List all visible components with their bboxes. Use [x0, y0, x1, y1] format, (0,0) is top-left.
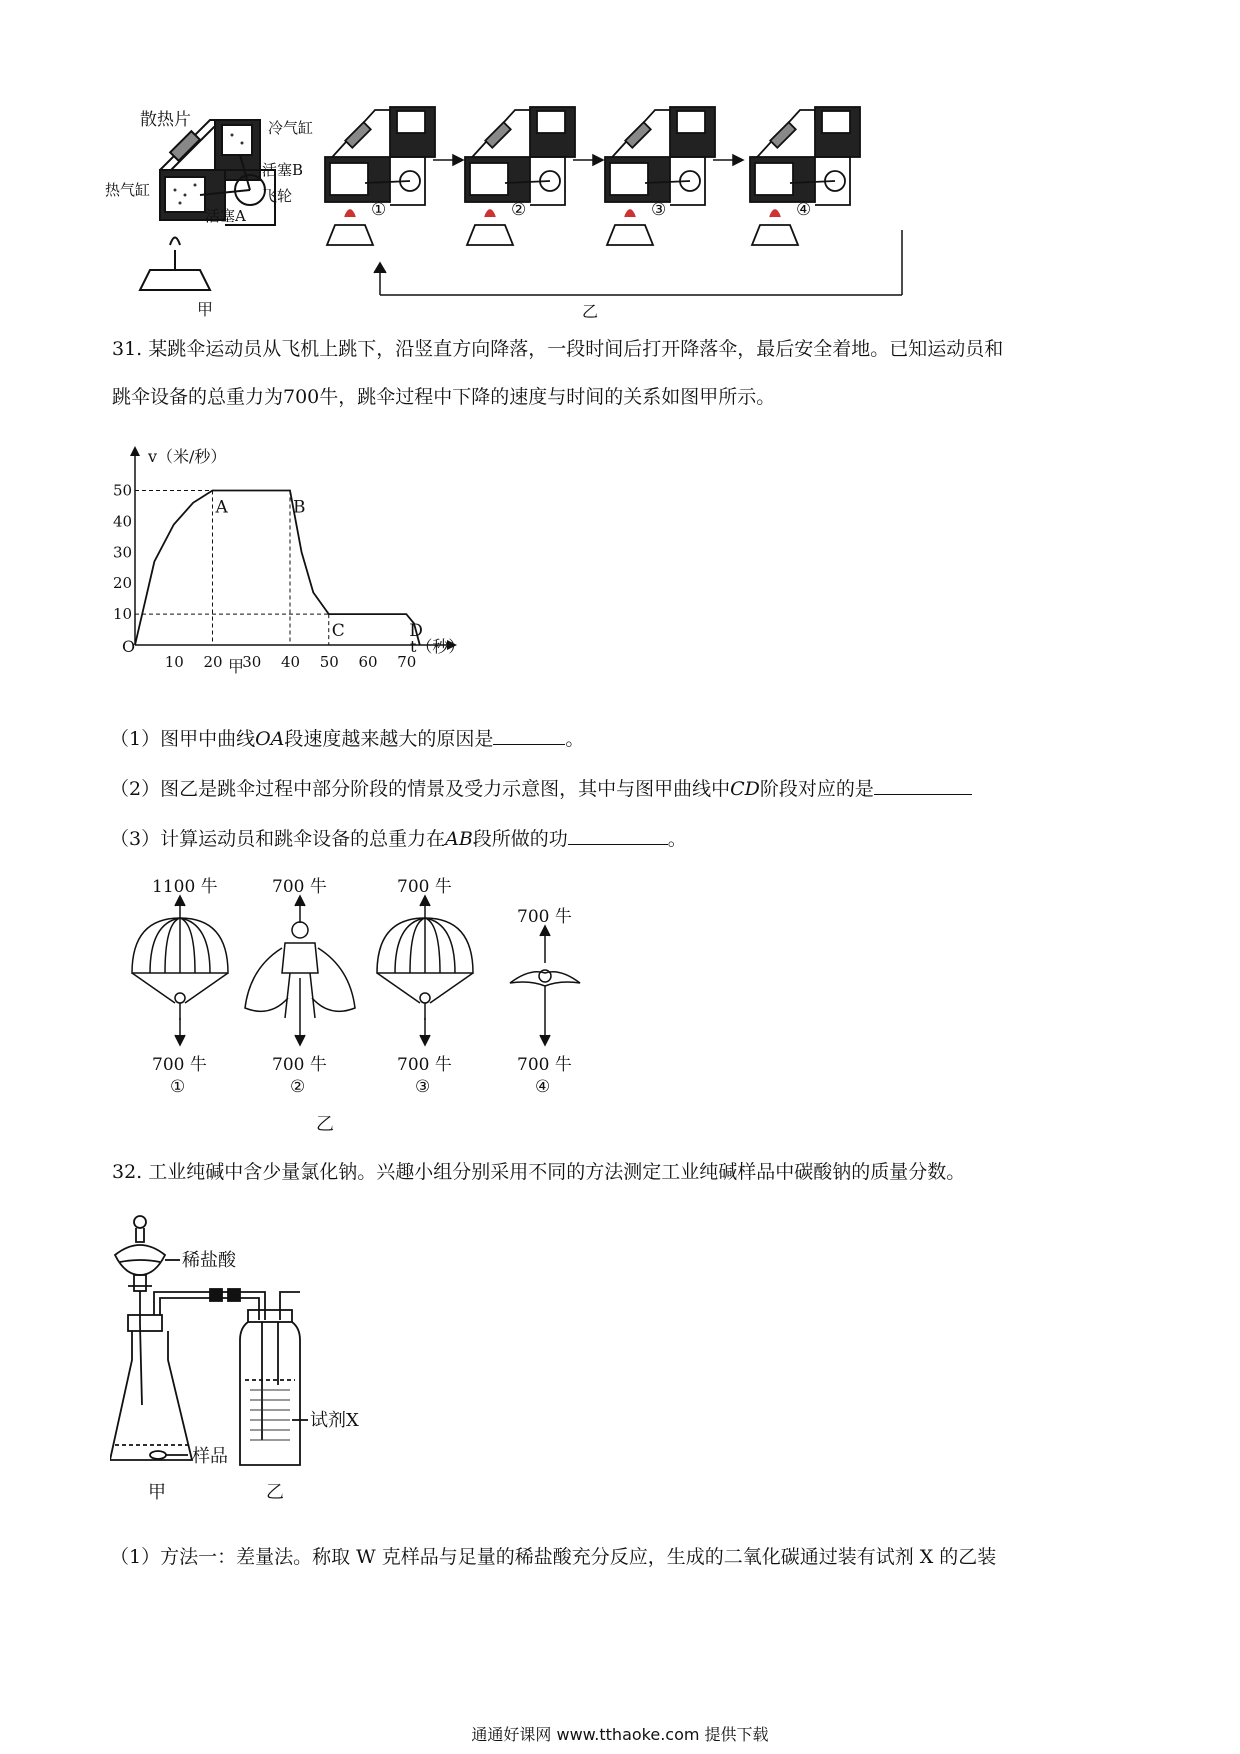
y-tick-label: 10: [113, 605, 133, 624]
vt-origin: O: [122, 637, 136, 656]
engine-step-1: [325, 107, 435, 245]
q31-sub3-post: 段所做的功: [472, 828, 568, 850]
point-label-c: C: [331, 621, 345, 642]
q31-stem: [112, 325, 1142, 421]
q31-sub3-ab: AB: [445, 828, 473, 850]
label-flywheel: 飞轮: [262, 187, 293, 205]
q31-stem-line2: 跳伞设备的总重力为700牛，跳伞过程中下降的速度与时间的关系如图甲所示。: [112, 386, 776, 408]
q31-sub1-answer-blank[interactable]: [493, 743, 565, 745]
parachute-svg: [110, 868, 610, 1138]
label-acid: 稀盐酸: [182, 1250, 236, 1271]
engine-step-panels: [325, 107, 860, 245]
panel-2-number: ②: [290, 1077, 306, 1097]
q31-sub3-answer-blank[interactable]: [568, 843, 668, 845]
q31-sub2-answer-blank[interactable]: [874, 793, 972, 795]
y-tick-label: 50: [113, 481, 133, 500]
engine-step-arrow: [433, 155, 463, 165]
q31-sub2: [110, 774, 972, 801]
panel-3-parachute: [377, 896, 473, 1045]
engine-loop-arrow: [374, 230, 902, 295]
panel-1-parachute: [132, 896, 228, 1045]
panel-4-horizontal: [510, 926, 580, 1045]
parachute-figure: [110, 868, 610, 1138]
apparatus-svg: [110, 1210, 430, 1510]
q31-sub3-pre: （3）计算运动员和跳伞设备的总重力在: [110, 828, 446, 850]
apparatus-figure: [110, 1210, 430, 1510]
vt-chart-svg: [110, 440, 470, 680]
vt-ticks: [113, 481, 416, 671]
parachute-labels: [152, 877, 572, 1097]
x-tick-label: 20: [203, 653, 223, 671]
engine-figure: [100, 95, 980, 325]
panel-4-bottom-force: 700 牛: [517, 1055, 572, 1075]
vt-caption: 甲: [228, 657, 245, 676]
q32-stem: 32. 工业纯碱中含少量氯化钠。兴趣小组分别采用不同的方法测定工业纯碱样品中碳酸钠的质量分数。: [112, 1161, 966, 1183]
x-tick-label: 70: [397, 653, 417, 671]
point-label-d: D: [409, 621, 423, 642]
panel-3-top-force: 700 牛: [397, 877, 452, 897]
y-axis-arrow: [130, 446, 140, 456]
label-piston-b: 活塞B: [262, 161, 304, 179]
x-tick-label: 50: [319, 653, 339, 671]
label-reagent-x: 试剂X: [310, 1410, 359, 1431]
q31-sub3-end: 。: [667, 828, 687, 850]
q31-sub3: [110, 824, 687, 851]
engine-step-2: [465, 107, 575, 245]
panel-1-bottom-force: 700 牛: [152, 1055, 207, 1075]
panel-2-freefall: [245, 896, 355, 1045]
y-tick-label: 30: [113, 543, 133, 562]
q31-sub1: [110, 724, 584, 751]
label-cold-cylinder: 冷气缸: [268, 119, 314, 137]
engine-step-3: [605, 107, 715, 245]
q31-sub1-pre: （1）图甲中曲线: [110, 728, 256, 750]
q32-sub1: （1）方法一：差量法。称取 W 克样品与足量的稀盐酸充分反应，生成的二氧化碳通过装有试剂 X 的乙装: [110, 1546, 997, 1568]
engine-apparatus-left: [140, 120, 275, 290]
panel-2-top-force: 700 牛: [272, 877, 327, 897]
q31-sub2-post: 阶段对应的是: [759, 778, 874, 800]
engine-step-arrow: [713, 155, 743, 165]
apparatus-caption-left: 甲: [148, 1482, 166, 1503]
panel-1-number: ①: [170, 1077, 186, 1097]
vt-axes: [130, 446, 457, 650]
vt-ylabel: v（米/秒）: [148, 447, 227, 466]
vt-point-labels: [215, 497, 423, 641]
engine-step-number: ①: [371, 200, 387, 220]
q31-sub2-pre: （2）图乙是跳伞过程中部分阶段的情景及受力示意图，其中与图甲曲线中: [110, 778, 731, 800]
page-footer: 通通好课网 www.tthaoke.com 提供下载: [471, 1725, 769, 1744]
engine-diagram: [100, 95, 980, 325]
panel-3-number: ③: [415, 1077, 431, 1097]
engine-caption-left: 甲: [197, 300, 214, 319]
y-tick-label: 40: [113, 512, 133, 531]
parachute-caption: 乙: [316, 1114, 334, 1135]
panel-4-number: ④: [535, 1077, 551, 1097]
label-sample: 样品: [192, 1446, 228, 1467]
panel-3-bottom-force: 700 牛: [397, 1055, 452, 1075]
x-tick-label: 60: [358, 653, 378, 671]
label-heat-sink: 散热片: [140, 110, 191, 130]
label-piston-a: 活塞A: [205, 207, 246, 225]
engine-step-4: [750, 107, 860, 245]
point-label-a: A: [215, 497, 228, 518]
engine-step-number: ③: [651, 200, 667, 220]
engine-step-number: ④: [796, 200, 812, 220]
vt-curve: [135, 491, 420, 646]
x-tick-label: 40: [281, 653, 301, 671]
x-tick-label: 10: [164, 653, 184, 671]
panel-2-bottom-force: 700 牛: [272, 1055, 327, 1075]
y-tick-label: 20: [113, 574, 133, 593]
point-label-b: B: [293, 497, 306, 518]
engine-caption-right: 乙: [582, 302, 599, 321]
panel-1-top-force: 1100 牛: [152, 877, 218, 897]
engine-step-number: ②: [511, 200, 527, 220]
panel-4-top-force: 700 牛: [517, 907, 572, 927]
velocity-time-chart: [110, 440, 470, 680]
q31-sub1-oa: OA: [255, 728, 285, 750]
engine-step-arrow: [573, 155, 603, 165]
label-hot-cylinder: 热气缸: [105, 181, 151, 199]
vt-xlabel: t（秒）: [410, 637, 465, 656]
q31-sub2-cd: CD: [730, 778, 760, 800]
q31-sub1-post: 段速度越来越大的原因是: [284, 728, 494, 750]
apparatus-caption-right: 乙: [266, 1482, 284, 1503]
x-tick-label: 30: [242, 653, 262, 671]
q31-sub1-end: 。: [565, 728, 585, 750]
q31-stem-line1: 31. 某跳伞运动员从飞机上跳下，沿竖直方向降落，一段时间后打开降落伞，最后安全着地。已知运动员和: [112, 338, 1004, 360]
